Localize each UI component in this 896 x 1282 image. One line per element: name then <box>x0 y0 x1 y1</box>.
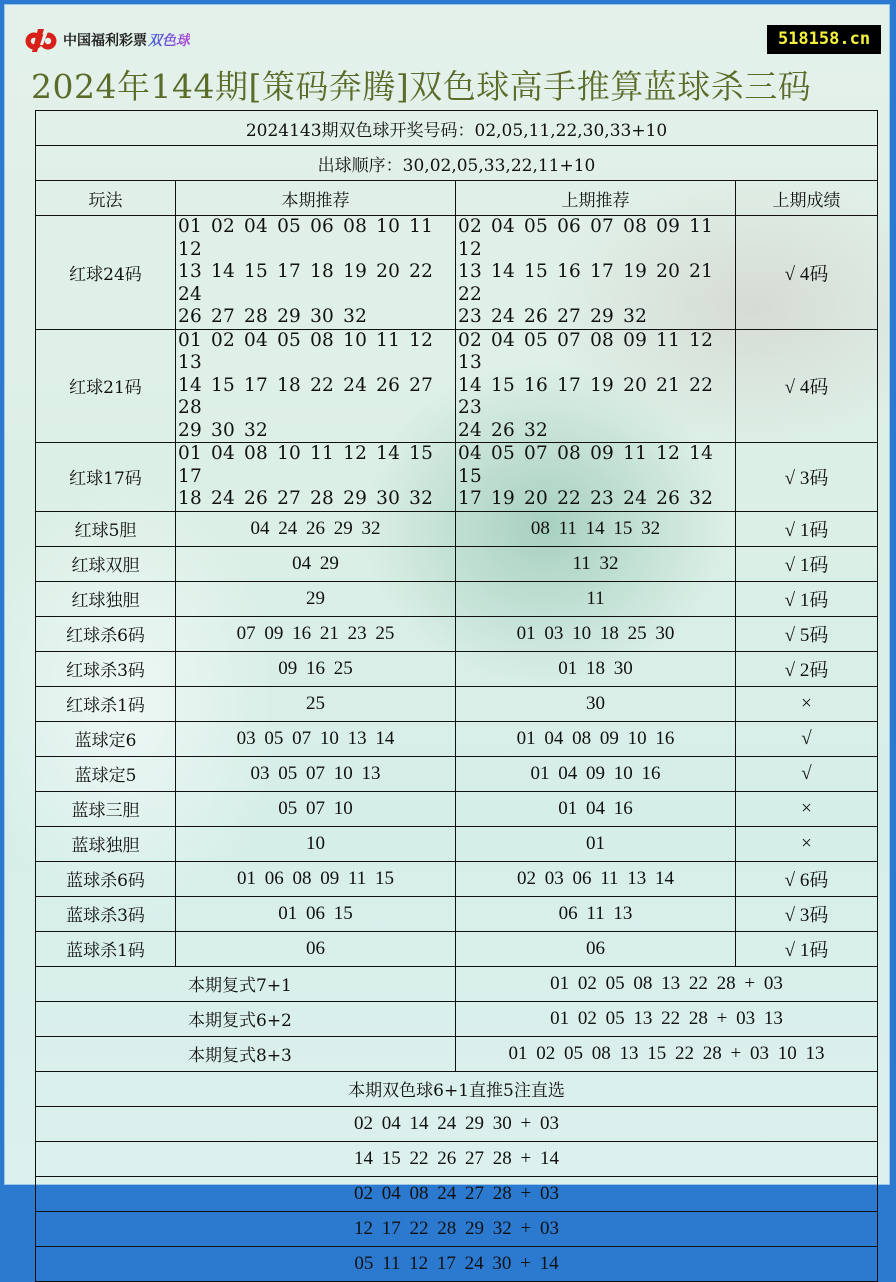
number-line: 01 02 04 05 08 10 11 12 13 <box>178 329 434 373</box>
table-row <box>36 826 878 861</box>
direct-pick: 02 04 14 24 29 30 + 03 <box>36 1106 878 1141</box>
current-numbers: 01 06 08 09 11 15 <box>176 861 456 896</box>
previous-numbers: 01 18 30 <box>456 651 736 686</box>
column-header-method: 玩法 <box>36 181 176 216</box>
row-label: 蓝球三胆 <box>36 791 176 826</box>
row-label: 红球独胆 <box>36 581 176 616</box>
previous-result: √ 2码 <box>736 651 878 686</box>
row-label: 红球24码 <box>36 216 176 330</box>
number-line: 24 26 32 <box>458 419 548 441</box>
row-label: 红球21码 <box>36 329 176 443</box>
row-label: 红球杀3码 <box>36 651 176 686</box>
fushi-numbers: 01 02 05 13 22 28 + 03 13 <box>456 1001 878 1036</box>
draw-order-text: 出球顺序：30,02,05,33,22,11+10 <box>36 146 878 181</box>
previous-result: × <box>736 826 878 861</box>
number-line: 14 15 17 18 22 24 26 27 28 <box>178 374 434 418</box>
row-label: 红球杀1码 <box>36 686 176 721</box>
column-header-result: 上期成绩 <box>736 181 878 216</box>
previous-numbers: 08 11 14 15 32 <box>456 511 736 546</box>
direct-pick: 12 17 22 28 29 32 + 03 <box>36 1211 878 1246</box>
fushi-row <box>36 966 878 1001</box>
row-label: 蓝球独胆 <box>36 826 176 861</box>
page-title: 2024年144期[策码奔腾]双色球高手推算蓝球杀三码 <box>31 67 812 106</box>
current-numbers: 09 16 25 <box>176 651 456 686</box>
table-row <box>36 651 878 686</box>
current-numbers: 01 06 15 <box>176 896 456 931</box>
previous-numbers: 01 04 08 09 10 16 <box>456 721 736 756</box>
direct-pick-row <box>36 1246 878 1281</box>
previous-numbers: 30 <box>456 686 736 721</box>
lottery-logo <box>23 27 190 53</box>
current-numbers: 03 05 07 10 13 <box>176 756 456 791</box>
draw-order-row <box>36 146 878 181</box>
current-numbers: 06 <box>176 931 456 966</box>
current-numbers: 05 07 10 <box>176 791 456 826</box>
fushi-numbers: 01 02 05 08 13 15 22 28 + 03 10 13 <box>456 1036 878 1071</box>
previous-numbers <box>456 329 736 443</box>
number-line: 17 19 20 22 23 24 26 32 <box>458 488 714 509</box>
table-row <box>36 721 878 756</box>
table-row <box>36 931 878 966</box>
current-numbers <box>176 329 456 443</box>
previous-result: × <box>736 686 878 721</box>
current-numbers: 03 05 07 10 13 14 <box>176 721 456 756</box>
previous-result: √ 4码 <box>736 329 878 443</box>
direct-pick: 14 15 22 26 27 28 + 14 <box>36 1141 878 1176</box>
table-row <box>36 329 878 443</box>
previous-result: √ <box>736 721 878 756</box>
welfare-lottery-logo-icon <box>23 27 59 53</box>
previous-numbers: 11 <box>456 581 736 616</box>
number-line: 01 02 04 05 06 08 10 11 12 <box>178 216 434 260</box>
row-label: 红球5胆 <box>36 511 176 546</box>
number-line: 13 14 15 17 18 19 20 22 24 <box>178 261 434 305</box>
row-label: 蓝球杀3码 <box>36 896 176 931</box>
previous-numbers: 01 04 09 10 16 <box>456 756 736 791</box>
fushi-row <box>36 1001 878 1036</box>
row-label: 红球17码 <box>36 443 176 512</box>
number-line: 14 15 16 17 19 20 21 22 23 <box>458 374 714 418</box>
previous-result: √ <box>736 756 878 791</box>
number-line: 18 24 26 27 28 29 30 32 <box>178 488 434 509</box>
fushi-label: 本期复式7+1 <box>36 966 456 1001</box>
number-line: 04 05 07 08 09 11 12 14 15 <box>458 443 714 487</box>
logo-text: 中国福利彩票 <box>63 33 147 49</box>
previous-numbers: 06 11 13 <box>456 896 736 931</box>
number-line: 23 24 26 27 29 32 <box>458 306 648 327</box>
previous-numbers: 01 03 10 18 25 30 <box>456 616 736 651</box>
current-numbers: 29 <box>176 581 456 616</box>
site-badge[interactable]: 518158.cn <box>767 25 881 54</box>
direct-pick-row <box>36 1106 878 1141</box>
current-numbers: 04 29 <box>176 546 456 581</box>
previous-numbers: 11 32 <box>456 546 736 581</box>
previous-result: √ 6码 <box>736 861 878 896</box>
previous-result: √ 1码 <box>736 581 878 616</box>
previous-result: √ 3码 <box>736 443 878 512</box>
table-row <box>36 216 878 330</box>
previous-result: √ 3码 <box>736 896 878 931</box>
current-numbers: 04 24 26 29 32 <box>176 511 456 546</box>
previous-result: √ 5码 <box>736 616 878 651</box>
previous-result: √ 4码 <box>736 216 878 330</box>
number-line: 13 14 15 16 17 19 20 21 22 <box>458 261 714 305</box>
number-line: 26 27 28 29 30 32 <box>178 306 368 327</box>
direct-pick-row <box>36 1141 878 1176</box>
page-frame <box>4 4 890 1274</box>
previous-numbers <box>456 443 736 512</box>
draw-result-row <box>36 111 878 146</box>
number-line: 02 04 05 06 07 08 09 11 12 <box>458 216 714 260</box>
table-header-row <box>36 181 878 216</box>
table-row <box>36 581 878 616</box>
number-line: 29 30 32 <box>178 419 268 441</box>
table-row <box>36 861 878 896</box>
fushi-label: 本期复式8+3 <box>36 1036 456 1071</box>
current-numbers: 07 09 16 21 23 25 <box>176 616 456 651</box>
row-label: 蓝球定6 <box>36 721 176 756</box>
previous-result: × <box>736 791 878 826</box>
previous-result: √ 1码 <box>736 546 878 581</box>
number-line: 02 04 05 07 08 09 11 12 13 <box>458 329 714 373</box>
table-row <box>36 756 878 791</box>
previous-result: √ 1码 <box>736 511 878 546</box>
previous-numbers: 02 03 06 11 13 14 <box>456 861 736 896</box>
table-row <box>36 791 878 826</box>
column-header-previous: 上期推荐 <box>456 181 736 216</box>
column-header-current: 本期推荐 <box>176 181 456 216</box>
previous-numbers: 01 04 16 <box>456 791 736 826</box>
table-row <box>36 896 878 931</box>
table-row <box>36 546 878 581</box>
fushi-row <box>36 1036 878 1071</box>
direct-pick-row <box>36 1211 878 1246</box>
current-numbers: 10 <box>176 826 456 861</box>
row-label: 蓝球定5 <box>36 756 176 791</box>
number-line: 01 04 08 10 11 12 14 15 17 <box>178 443 434 487</box>
previous-numbers: 01 <box>456 826 736 861</box>
row-label: 红球杀6码 <box>36 616 176 651</box>
previous-result: √ 1码 <box>736 931 878 966</box>
row-label: 蓝球杀6码 <box>36 861 176 896</box>
row-label: 红球双胆 <box>36 546 176 581</box>
direct-pick-row <box>36 1176 878 1211</box>
table-row <box>36 616 878 651</box>
table-row <box>36 511 878 546</box>
previous-numbers: 06 <box>456 931 736 966</box>
fushi-label: 本期复式6+2 <box>36 1001 456 1036</box>
direct-picks-title-row <box>36 1071 878 1106</box>
direct-picks-title: 本期双色球6+1直推5注直选 <box>36 1071 878 1106</box>
draw-result-text: 2024143期双色球开奖号码：02,05,11,22,30,33+10 <box>36 111 878 146</box>
previous-numbers <box>456 216 736 330</box>
logo-subtitle: 双色球 <box>148 30 190 50</box>
direct-pick: 02 04 08 24 27 28 + 03 <box>36 1176 878 1211</box>
fushi-numbers: 01 02 05 08 13 22 28 + 03 <box>456 966 878 1001</box>
table-row <box>36 443 878 512</box>
current-numbers: 25 <box>176 686 456 721</box>
prediction-table <box>35 110 878 1282</box>
table-row <box>36 686 878 721</box>
direct-pick: 05 11 12 17 24 30 + 14 <box>36 1246 878 1281</box>
current-numbers <box>176 443 456 512</box>
current-numbers <box>176 216 456 330</box>
row-label: 蓝球杀1码 <box>36 931 176 966</box>
